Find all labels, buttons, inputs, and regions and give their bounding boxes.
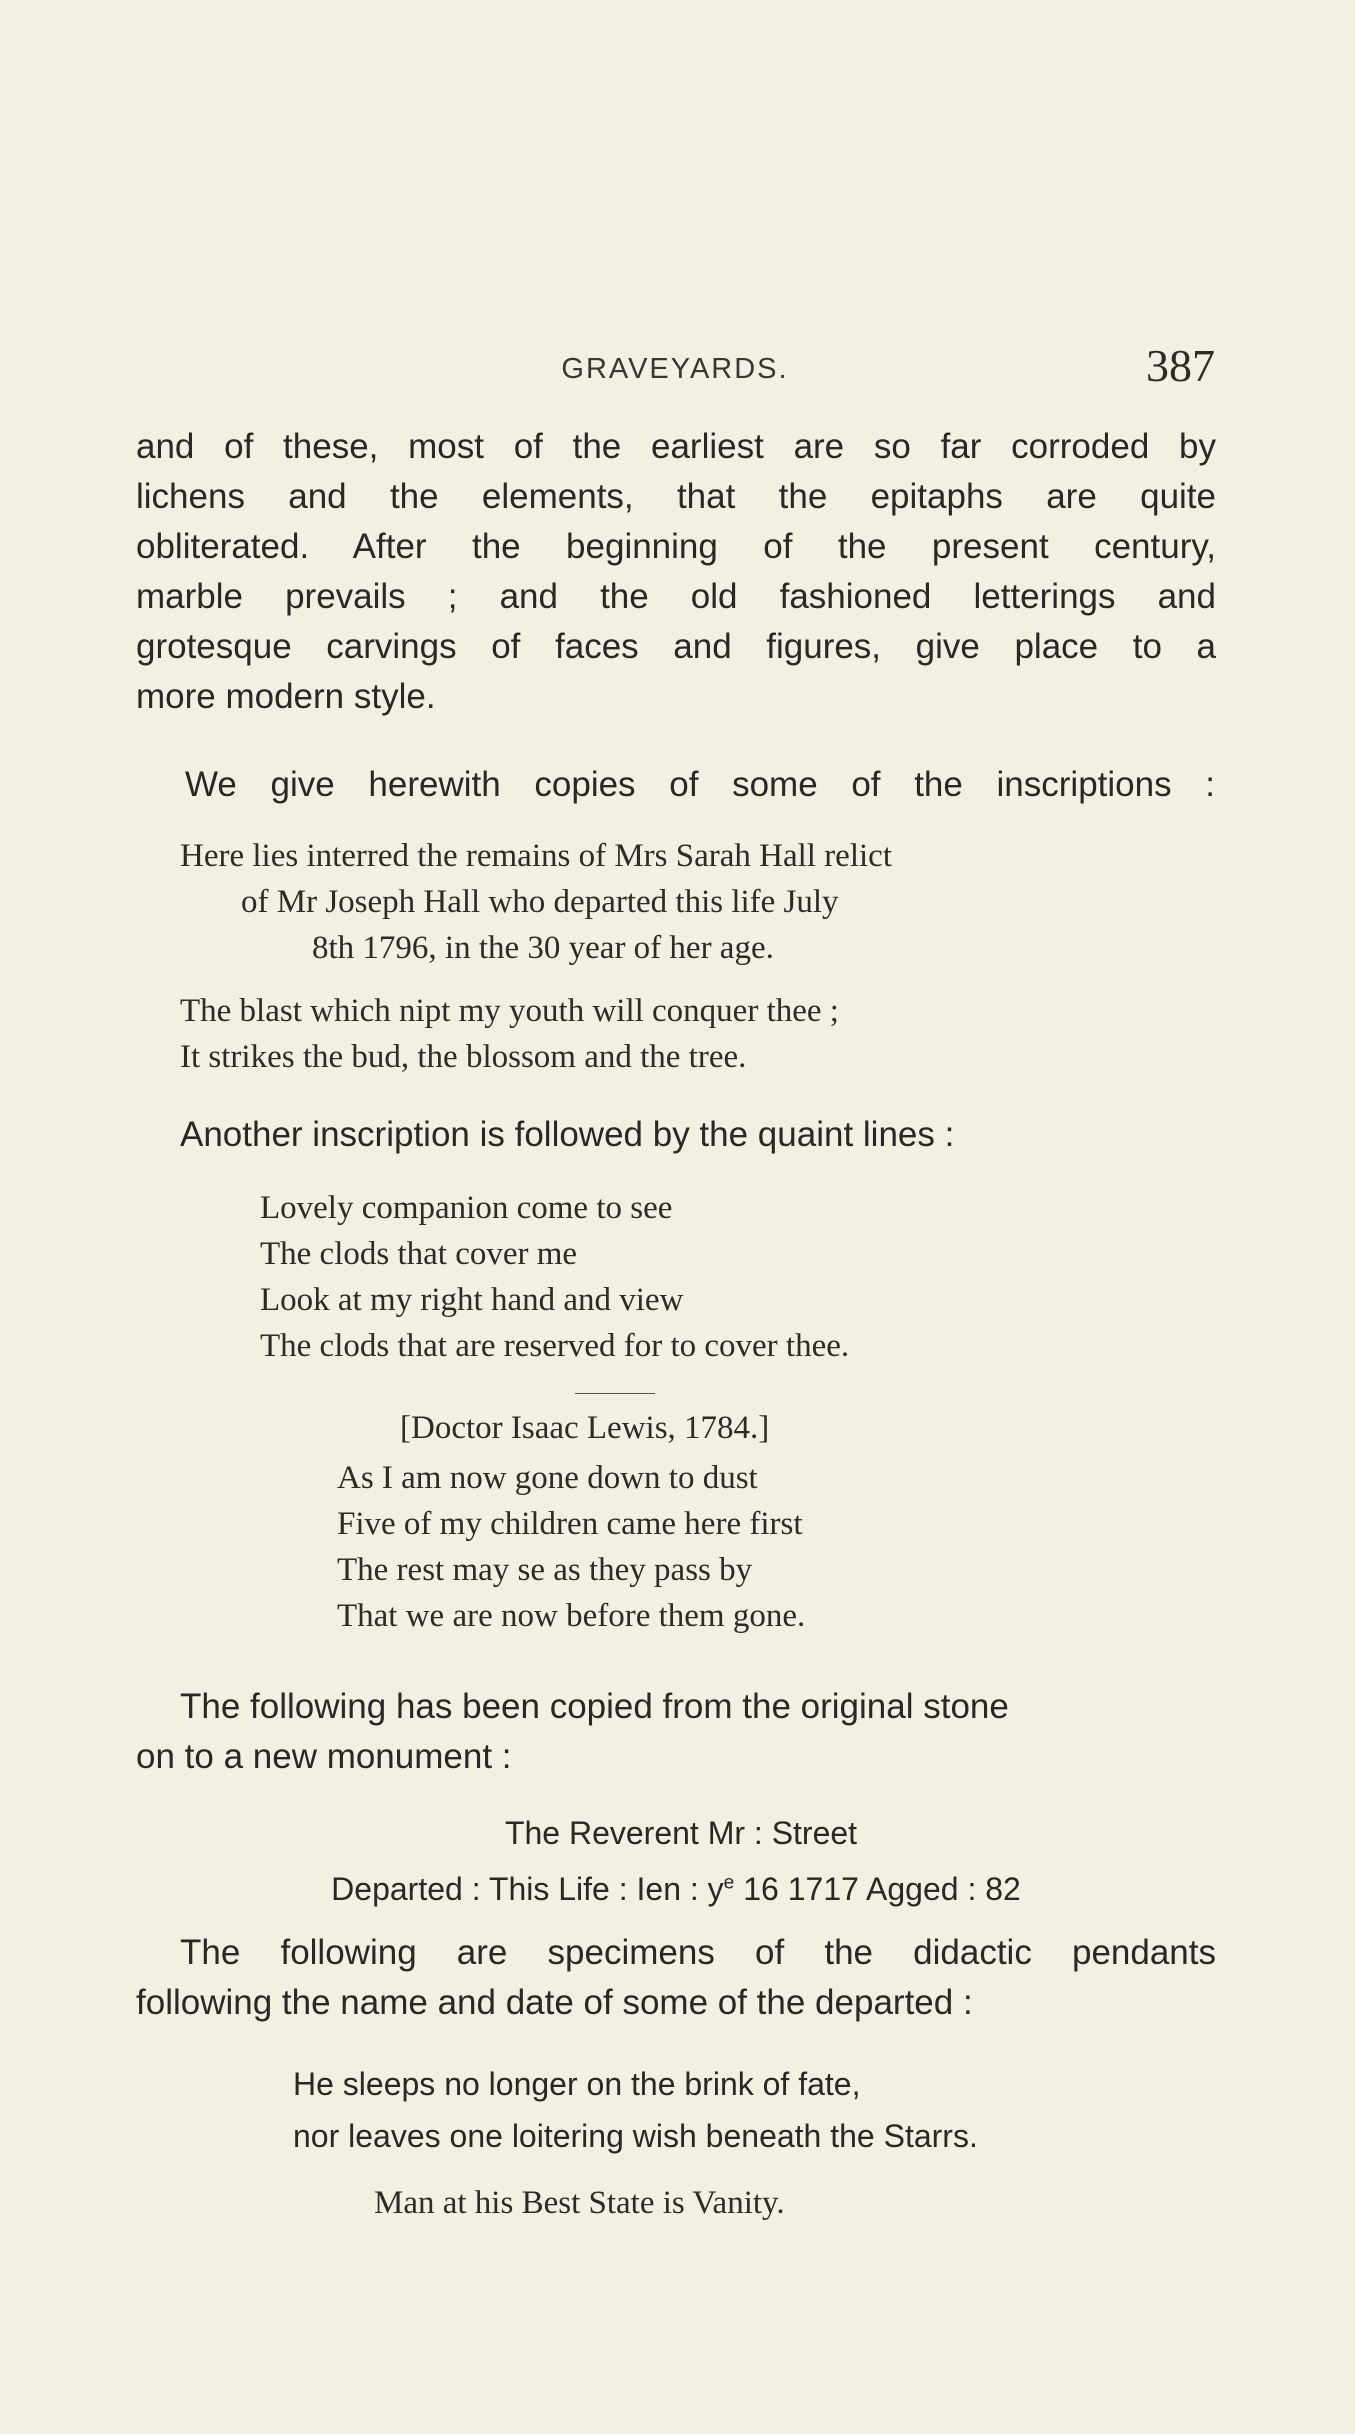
verse-line: The blast which nipt my youth will conquer thee ;	[180, 993, 839, 1029]
inscription-hall	[180, 833, 1170, 971]
verse-line: nor leaves one loitering wish beneath the Starrs.	[293, 2118, 978, 2154]
intro-line: The following has been copied from the original stone	[180, 1687, 1009, 1726]
paragraph-line: grotesque carvings of faces and figures, give place to a	[136, 627, 1216, 666]
verse-line: As I am now gone down to dust	[337, 1460, 758, 1496]
street-line-2-a: Departed : This Life : Ien : y	[331, 1871, 724, 1907]
verse-line: Look at my right hand and view	[260, 1282, 684, 1318]
verse-line: The clods that cover me	[260, 1236, 578, 1272]
inscription-street	[136, 1805, 1216, 1917]
street-line-1: The Reverent Mr : Street	[504, 1815, 858, 1851]
paragraph-line: and of these, most of the earliest are so far corroded by	[136, 427, 1216, 466]
verse-hall	[180, 988, 1170, 1080]
paragraph-line: more modern style.	[136, 677, 436, 716]
street-line-2	[136, 1861, 1216, 1917]
intro-line: Another inscription is followed by the quaint lines :	[180, 1115, 955, 1154]
paragraph-line: obliterated. After the beginning of the present century,	[136, 527, 1216, 566]
paragraph-1	[136, 422, 1216, 722]
lewis-heading-text: [Doctor Isaac Lewis, 1784.]	[400, 1410, 770, 1446]
paragraph-line: lichens and the elements, that the epitaphs are quite	[136, 477, 1216, 516]
verse-line: It strikes the bud, the blossom and the tree.	[180, 1039, 747, 1075]
intro-line: We give herewith copies of some of the inscriptions :	[185, 765, 1215, 804]
closing-text: Man at his Best State is Vanity.	[374, 2185, 785, 2221]
intro-4	[136, 1928, 1216, 2028]
lewis-heading	[400, 1405, 900, 1451]
street-line-2-sup: e	[723, 1872, 735, 1894]
intro-2	[180, 1110, 1190, 1160]
inscription-line: Here lies interred the remains of Mrs Sarah Hall relict	[180, 838, 892, 874]
verse-pendants	[293, 2058, 1193, 2162]
intro-1	[185, 760, 1215, 810]
paragraph-line: marble prevails ; and the old fashioned letterings and	[136, 577, 1216, 616]
verse-line: Lovely companion come to see	[260, 1190, 673, 1226]
running-head: GRAVEYARDS.	[561, 353, 789, 385]
verse-companion	[260, 1185, 1160, 1369]
intro-3	[136, 1682, 1216, 1782]
intro-line: The following are specimens of the didactic pendants	[180, 1933, 1216, 1972]
verse-line: Five of my children came here first	[337, 1506, 803, 1542]
intro-line: following the name and date of some of the departed :	[136, 1983, 973, 2022]
verse-line: The clods that are reserved for to cover thee.	[260, 1328, 850, 1364]
inscription-line: of Mr Joseph Hall who departed this life July	[241, 884, 839, 920]
verse-line: That we are now before them gone.	[337, 1598, 806, 1634]
street-line-2-b: 16 1717 Agged : 82	[734, 1871, 1021, 1907]
page-number: 387	[1146, 340, 1215, 391]
inscription-line: 8th 1796, in the 30 year of her age.	[312, 930, 774, 966]
page-header	[135, 340, 1215, 415]
closing-line	[374, 2180, 1074, 2226]
verse-line: He sleeps no longer on the brink of fate,	[293, 2066, 861, 2102]
verse-lewis	[337, 1455, 1137, 1639]
intro-line: on to a new monument :	[136, 1737, 512, 1776]
verse-line: The rest may se as they pass by	[337, 1552, 753, 1588]
section-divider	[575, 1393, 655, 1394]
